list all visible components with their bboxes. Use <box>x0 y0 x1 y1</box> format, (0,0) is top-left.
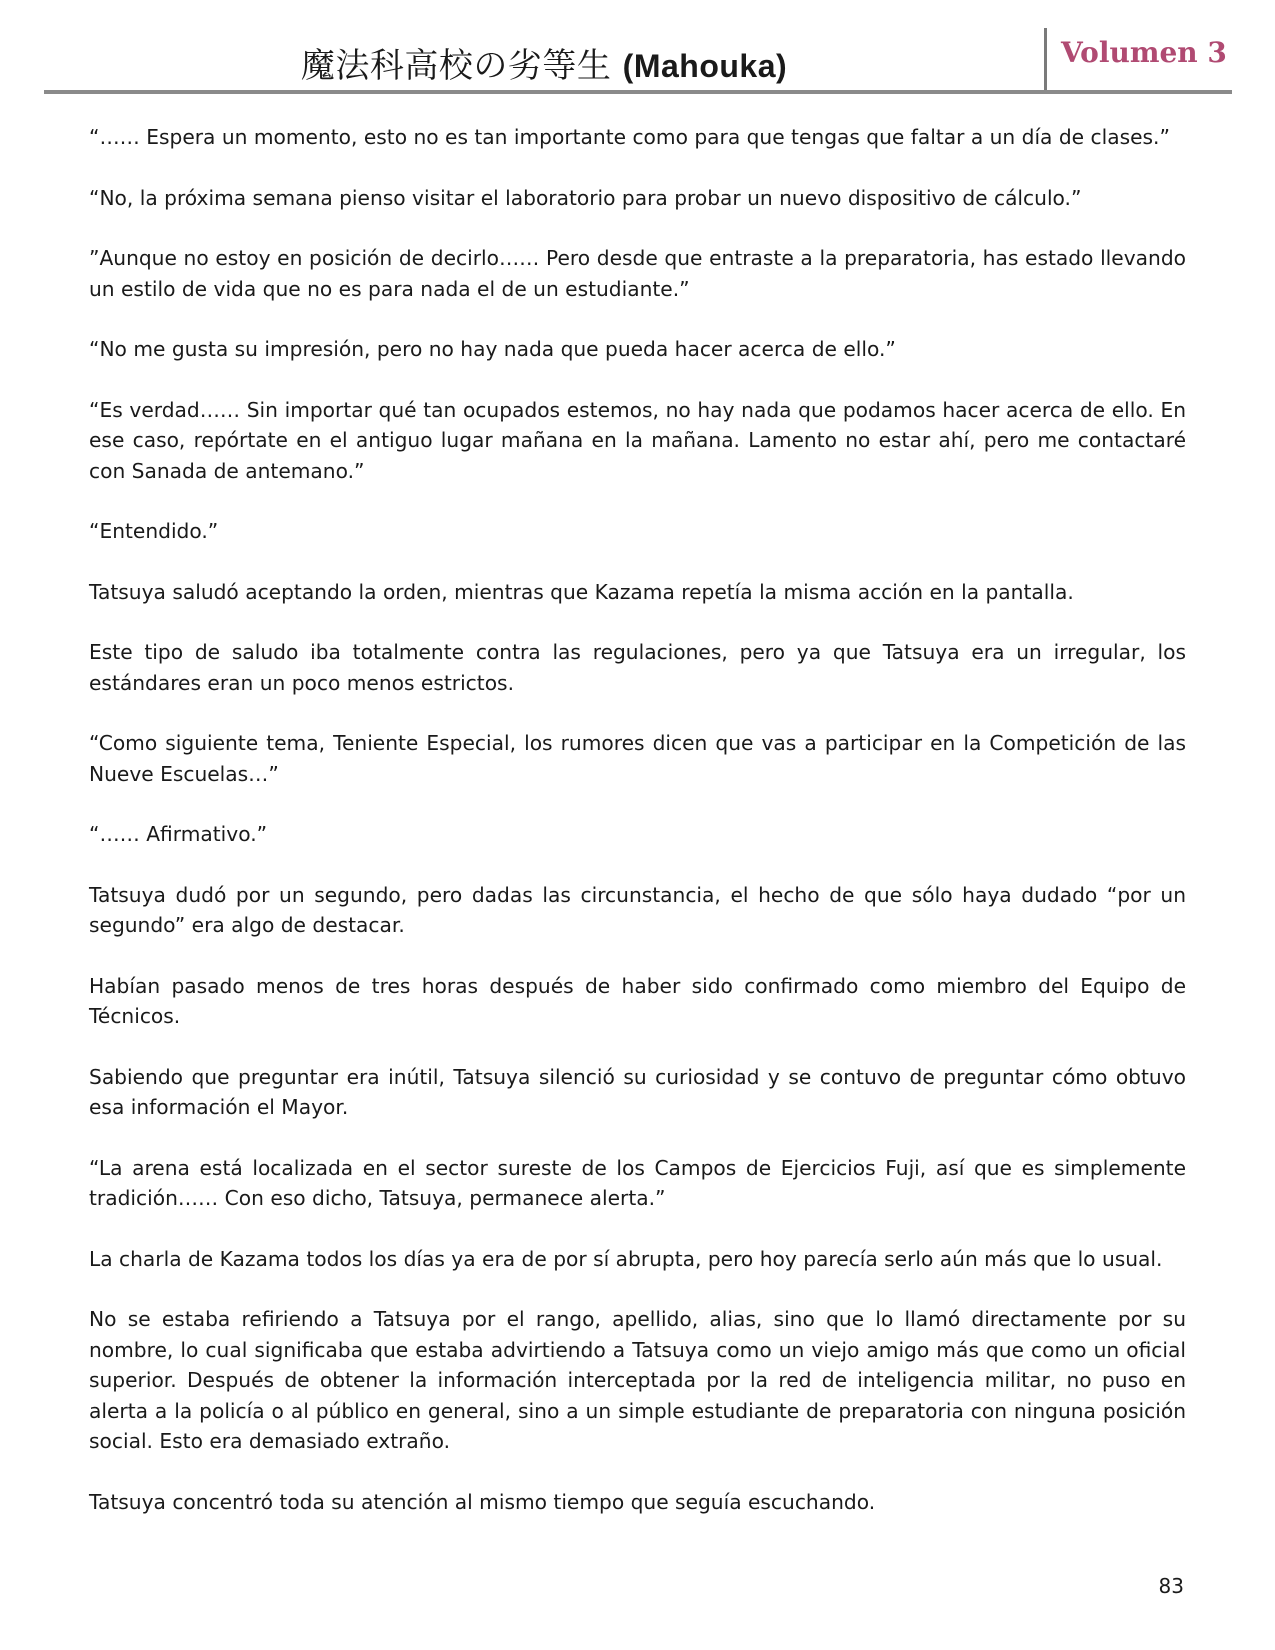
header-divider <box>1044 28 1047 90</box>
paragraph: ”Aunque no estoy en posición de decirlo…… Pero desde que entraste a la preparatoria, has estado llevando un estilo de vida que no es para nada el de un estudiante.” <box>89 246 1186 301</box>
paragraph: No se estaba refiriendo a Tatsuya por el rango, apellido, alias, sino que lo llamó directamente por su nombre, lo cual significaba que estaba advirtiendo a Tatsuya como un viejo amigo más que como un oficial superior. Después de obtener la información interceptada por la red de inteligencia militar, no puso en alerta a la policía o al público en general, sino a un simple estudiante de preparatoria con ninguna posición social. Esto era demasiado extraño. <box>89 1307 1186 1453</box>
paragraph: Habían pasado menos de tres horas después de haber sido confirmado como miembro del Equipo de Técnicos. <box>89 973 1186 1028</box>
paragraph: Tatsuya dudó por un segundo, pero dadas las circunstancia, el hecho de que sólo haya dudado “por un segundo” era algo de destacar. <box>89 882 1186 937</box>
book-title-japanese: 魔法科高校の劣等生 <box>300 46 612 86</box>
page-number: 83 <box>1158 1574 1184 1598</box>
paragraph: “La arena está localizada en el sector sureste de los Campos de Ejercicios Fuji, así que es simplemente tradición…… Con eso dicho, Tatsuya, permanece alerta.” <box>89 1155 1186 1210</box>
paragraph: La charla de Kazama todos los días ya era de por sí abrupta, pero hoy parecía serlo aún más que lo usual. <box>89 1246 1163 1271</box>
page-header <box>44 28 1232 94</box>
book-title <box>44 38 1044 87</box>
book-title-romaji: (Mahouka) <box>622 48 788 84</box>
paragraph: Sabiendo que preguntar era inútil, Tatsuya silenció su curiosidad y se contuvo de preguntar cómo obtuvo esa información el Mayor. <box>89 1064 1186 1119</box>
page-body <box>89 122 1186 1547</box>
paragraph: Tatsuya saludó aceptando la orden, mientras que Kazama repetía la misma acción en la pantalla. <box>89 579 1074 604</box>
paragraph: “Entendido.” <box>89 519 219 543</box>
paragraph: “No, la próxima semana pienso visitar el laboratorio para probar un nuevo dispositivo de cálculo.” <box>89 185 1082 210</box>
paragraph: “Es verdad…… Sin importar qué tan ocupados estemos, no hay nada que podamos hacer acerca de ello. En ese caso, repórtate en el antiguo lugar mañana en la mañana. Lamento no estar ahí, pero me contactaré con Sanada de antemano.” <box>89 397 1186 483</box>
paragraph: “Como siguiente tema, Teniente Especial, los rumores dicen que vas a participar en la Competición de las Nueve Escuelas…” <box>89 731 1186 786</box>
paragraph: Tatsuya concentró toda su atención al mismo tiempo que seguía escuchando. <box>89 1489 876 1514</box>
volume-label: Volumen 3 <box>1061 36 1227 69</box>
paragraph: “…… Afirmativo.” <box>89 822 268 846</box>
header-rule <box>44 90 1232 94</box>
paragraph: “No me gusta su impresión, pero no hay nada que pueda hacer acerca de ello.” <box>89 337 896 361</box>
paragraph: “…… Espera un momento, esto no es tan importante como para que tengas que faltar a un día de clases.” <box>89 125 1170 149</box>
paragraph: Este tipo de saludo iba totalmente contra las regulaciones, pero ya que Tatsuya era un irregular, los estándares eran un poco menos estrictos. <box>89 640 1186 695</box>
